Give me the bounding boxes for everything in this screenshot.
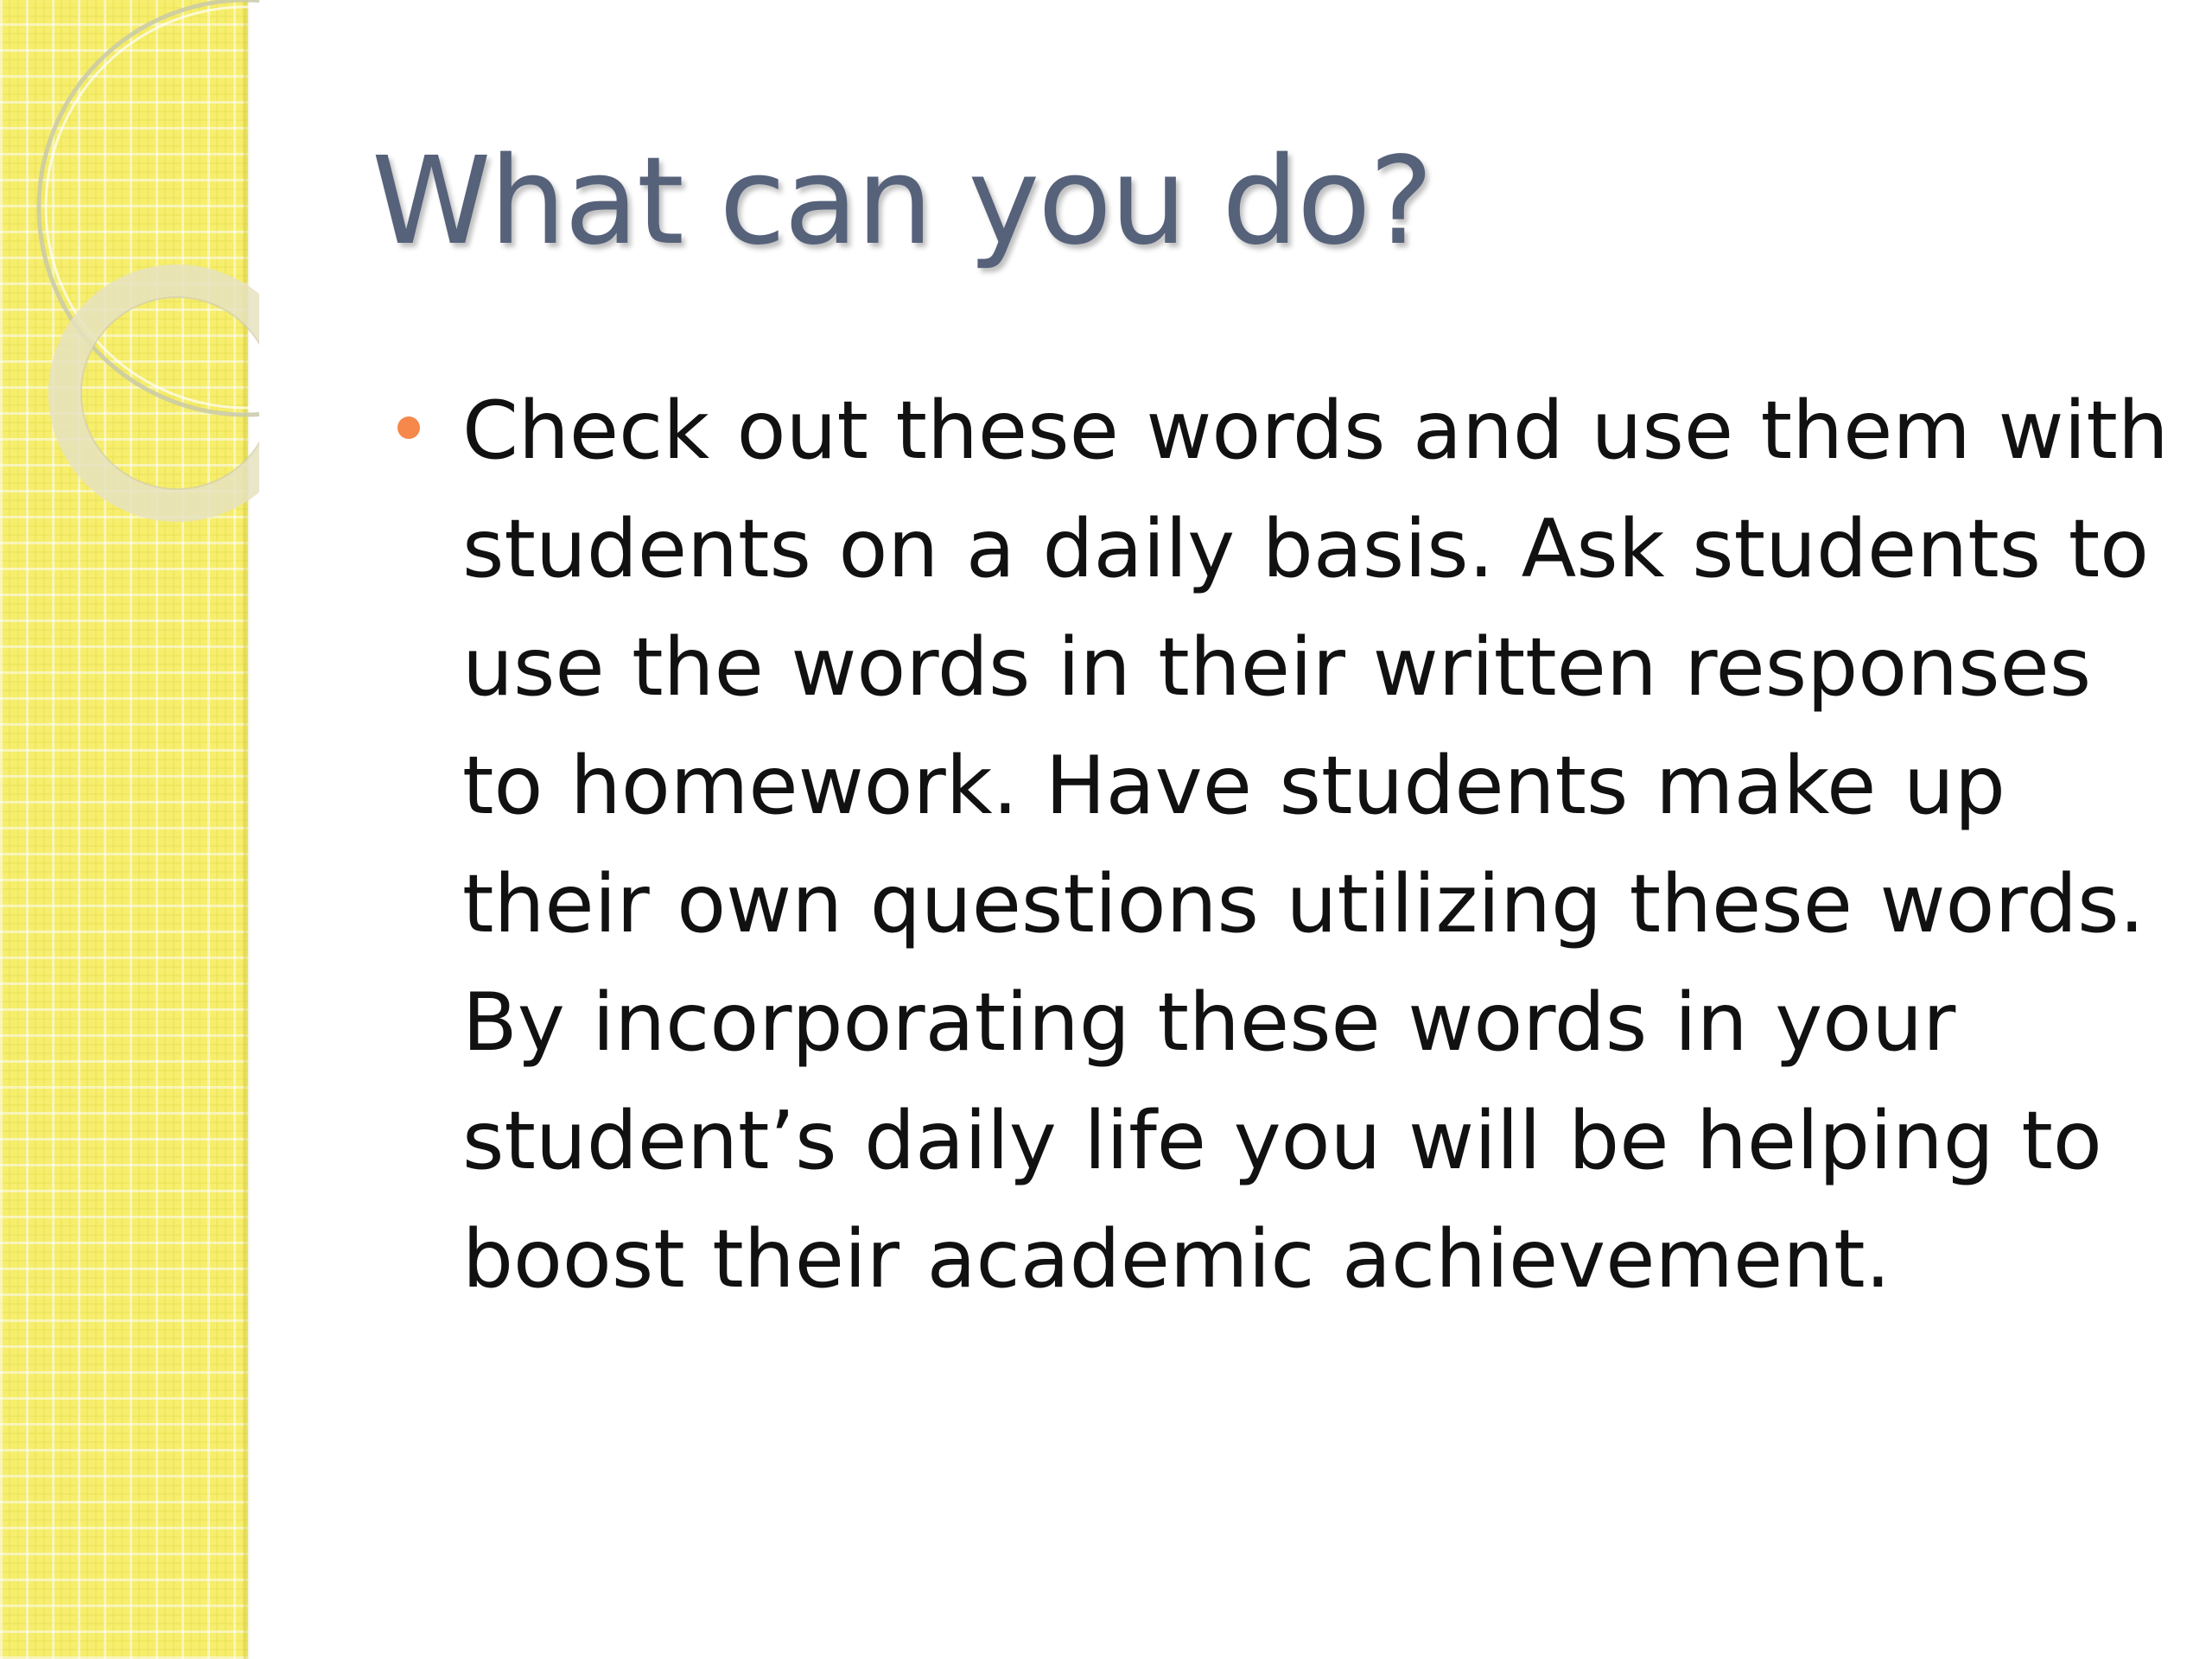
decorative-rings [0, 0, 259, 553]
bullet-dot-icon [397, 416, 420, 439]
slide-title: What can you do? [372, 131, 1432, 272]
bullet-item [397, 372, 2177, 1319]
small-ring [65, 281, 259, 505]
slide-body [397, 372, 2177, 1319]
bullet-text: Check out these words and use them with students on a daily basis. Ask students to use the words in their written responses to homework. Have students make up their own questions utilizing these words. By incorporating these words in your student’s daily life you will be helping to boost their academic achievement. [462, 384, 2169, 1306]
